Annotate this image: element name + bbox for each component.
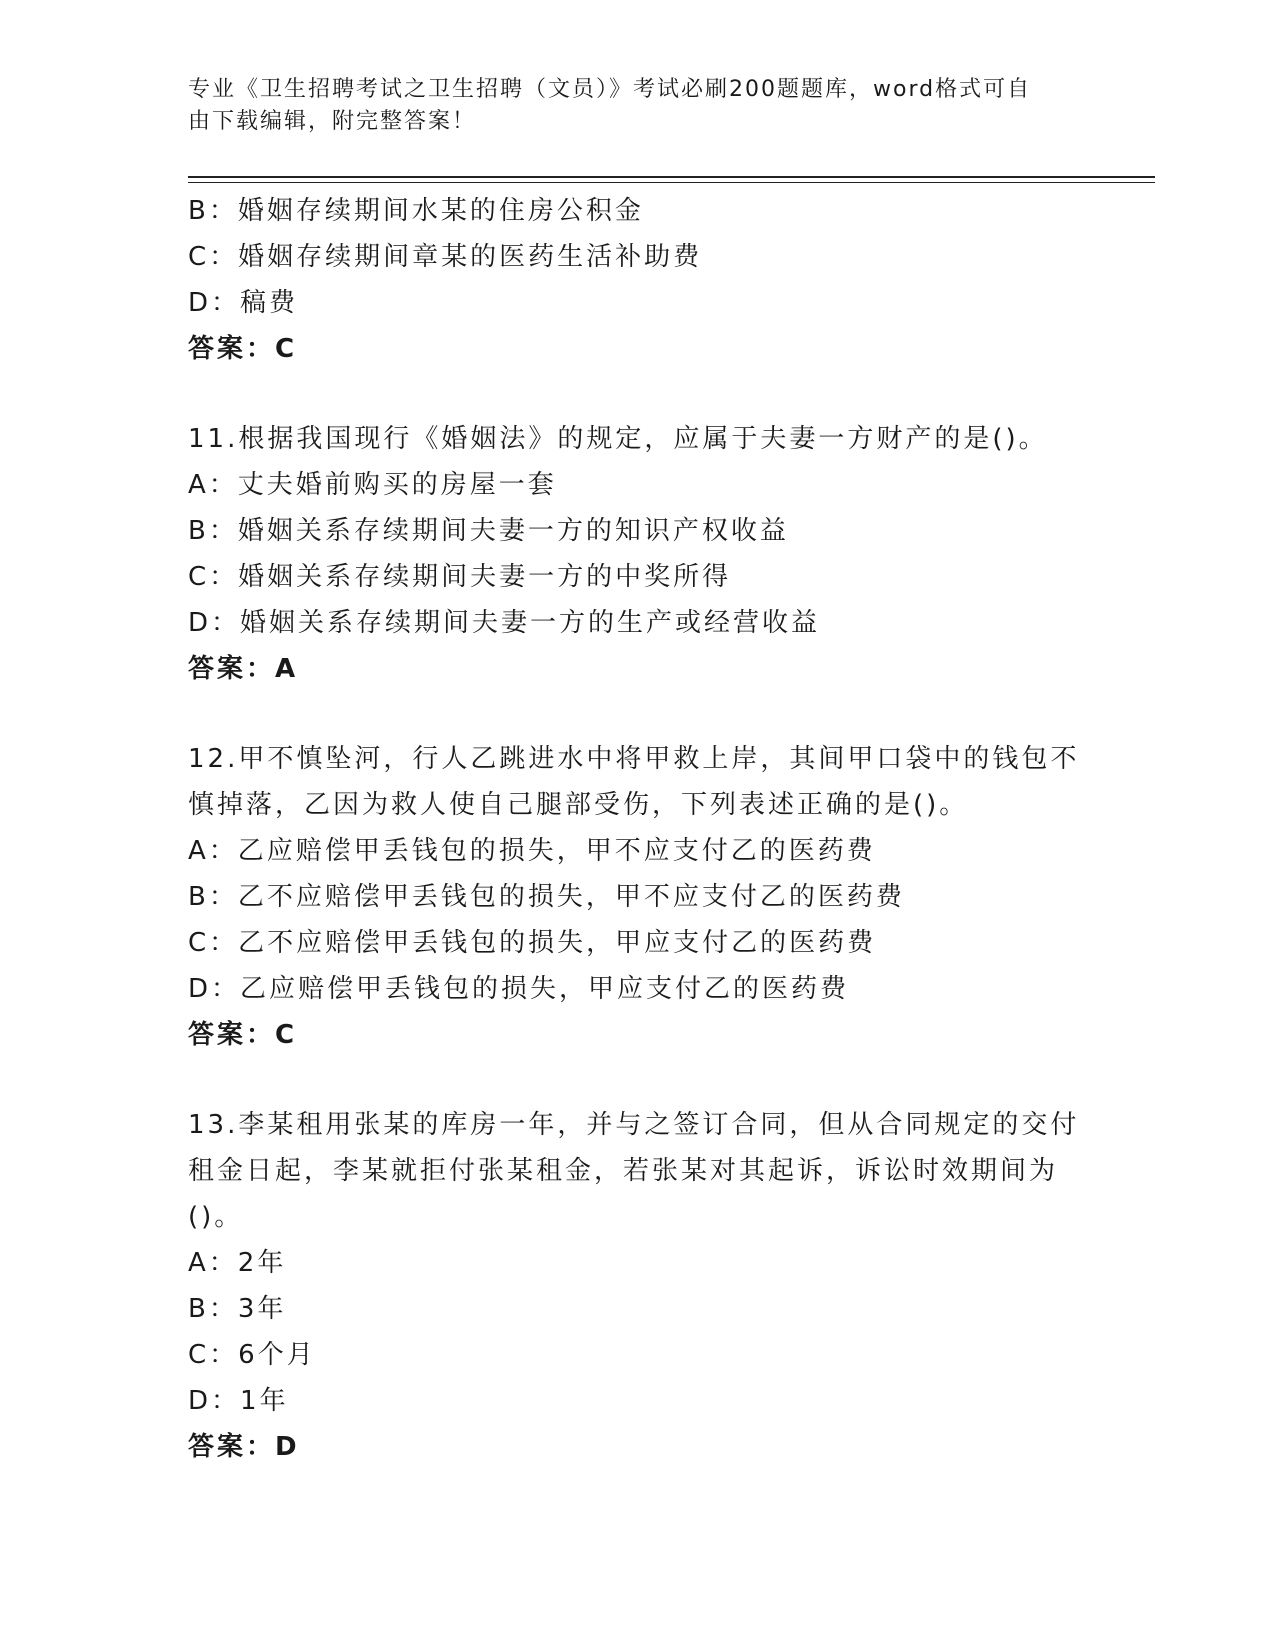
option-c: C：乙不应赔偿甲丢钱包的损失，甲应支付乙的医药费 [188, 928, 877, 958]
question-text: 租金日起，李某就拒付张某租金，若张某对其起诉，诉讼时效期间为 [188, 1156, 1059, 1186]
option-a: A：乙应赔偿甲丢钱包的损失，甲不应支付乙的医药费 [188, 836, 876, 866]
option-c: C：婚姻关系存续期间夫妻一方的中奖所得 [188, 562, 732, 592]
question-text: 13.李某租用张某的库房一年，并与之签订合同，但从合同规定的交付 [188, 1110, 1080, 1140]
option-b: B：3年 [188, 1294, 287, 1324]
header-rule-thick [188, 176, 1155, 178]
option-d: D：乙应赔偿甲丢钱包的损失，甲应支付乙的医药费 [188, 974, 850, 1004]
option-a: A：丈夫婚前购买的房屋一套 [188, 470, 557, 500]
option-a: A：2年 [188, 1248, 287, 1278]
question-text: 12.甲不慎坠河，行人乙跳进水中将甲救上岸，其间甲口袋中的钱包不 [188, 744, 1080, 774]
option-d: D：稿费 [188, 288, 299, 318]
header-line-1: 专业《卫生招聘考试之卫生招聘（文员）》考试必刷200题题库，word格式可自 [188, 77, 1032, 102]
question-block-13 [188, 1102, 1088, 1470]
option-d: D：1年 [188, 1386, 289, 1416]
question-block-10 [188, 188, 1088, 372]
option-c: C：婚姻存续期间章某的医药生活补助费 [188, 242, 703, 272]
answer-line: 答案：D [188, 1432, 300, 1462]
question-block-12 [188, 736, 1088, 1058]
option-d: D：婚姻关系存续期间夫妻一方的生产或经营收益 [188, 608, 821, 638]
question-text: ()。 [188, 1202, 244, 1232]
answer-line: 答案：C [188, 1020, 298, 1050]
option-b: B：婚姻关系存续期间夫妻一方的知识产权收益 [188, 516, 789, 546]
answer-line: 答案：C [188, 334, 298, 364]
header-rule-thin [188, 182, 1155, 183]
answer-line: 答案：A [188, 654, 299, 684]
document-body [188, 188, 1088, 1470]
question-block-11 [188, 416, 1088, 692]
question-text: 慎掉落，乙因为救人使自己腿部受伤，下列表述正确的是()。 [188, 790, 969, 820]
option-c: C：6个月 [188, 1340, 316, 1370]
option-b: B：乙不应赔偿甲丢钱包的损失，甲不应支付乙的医药费 [188, 882, 905, 912]
question-text: 11.根据我国现行《婚姻法》的规定，应属于夫妻一方财产的是()。 [188, 424, 1048, 454]
header-line-2: 由下载编辑，附完整答案！ [188, 109, 477, 134]
document-header [188, 74, 1068, 138]
option-b: B：婚姻存续期间水某的住房公积金 [188, 196, 644, 226]
